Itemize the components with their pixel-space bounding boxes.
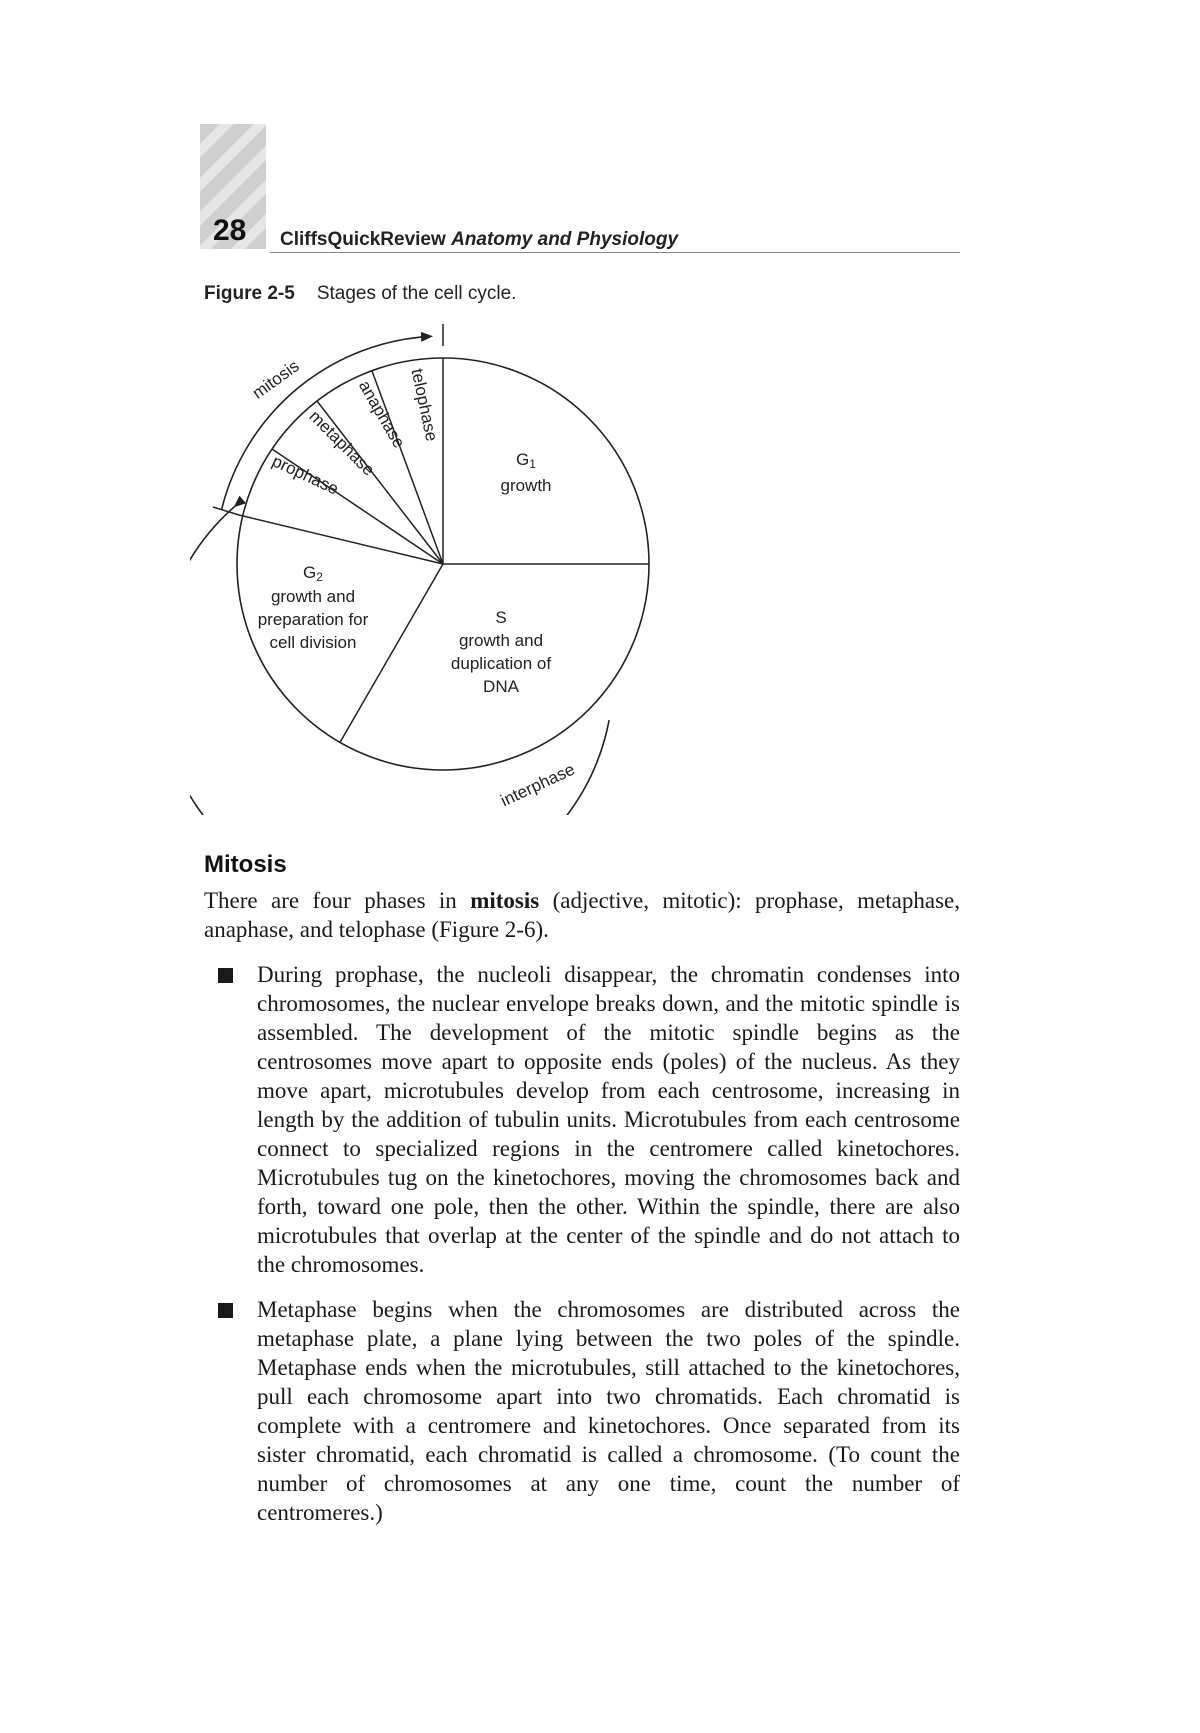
interphase-arc-label: interphase	[497, 759, 578, 811]
g2-description-line-1: growth and	[270, 587, 356, 606]
metaphase-label: metaphase	[305, 406, 379, 480]
s-description-line-1: growth and	[458, 631, 544, 650]
running-head	[280, 229, 678, 251]
cell-cycle-diagram	[190, 315, 670, 815]
book-title: Anatomy and Physiology	[451, 229, 679, 250]
s-description-line-3: DNA	[483, 677, 519, 696]
section-title: Mitosis	[204, 851, 287, 878]
page-number: 28	[213, 214, 247, 247]
figure-caption-text: Stages of the cell cycle.	[316, 283, 517, 304]
list-item-metaphase: Metaphase begins when the chromosomes are distributed across the metaphase plate, a plane lying between the two poles of the spindle. Metaphase ends when the microtubules, still attached to the kinetochores, pull each chromosome apart into two chromatids. Each chromatid is complete with a centromere and kinetochores. Once separated from its sister chromatid, each chromatid is called a chromosome. (To count the number of chromosomes at any one time, count the number of centromeres.)	[204, 1295, 960, 1527]
bullet-square-icon	[218, 1303, 233, 1318]
g2-description-line-2: preparation for	[257, 610, 369, 629]
anaphase-label: anaphase	[354, 377, 409, 452]
g2-label: G2	[303, 563, 323, 584]
mitosis-arc-label: mitosis	[248, 356, 303, 403]
header-rule	[270, 252, 960, 253]
prophase-label: prophase	[269, 451, 342, 499]
mitosis-phase-list	[204, 960, 960, 1543]
telophase-label: telophase	[407, 366, 442, 443]
figure-label: Figure 2-5	[204, 283, 295, 304]
series-name: CliffsQuickReview	[280, 229, 446, 250]
g2-description-line-3: cell division	[269, 633, 357, 652]
g1-label: G1	[516, 450, 536, 471]
s-description-line-2: duplication of	[450, 654, 552, 673]
s-g2-divider	[340, 564, 443, 742]
list-item-prophase: During prophase, the nucleoli disappear, the chromatin condenses into chromosomes, the nuclear envelope breaks down, and the mitotic spindle is assembled. The development of the mitotic spindle begins as the centrosomes move apart to opposite ends (poles) of the nucleus. As they move apart, microtubules develop from each centrosome, increasing in length by the addition of tubulin units. Microtubules from each centrosome connect to specialized regions in the centromere called kinetochores. Microtubules tug on the kinetochores, moving the chromosomes back and forth, toward one pole, then the other. Within the spindle, there are also microtubules that overlap at the center of the spindle and do not attach to the chromosomes.	[204, 960, 960, 1279]
g1-description: growth	[500, 476, 552, 495]
figure-caption	[204, 283, 516, 305]
g2-prophase-divider	[239, 515, 443, 564]
bullet-square-icon	[218, 968, 233, 983]
mitosis-term: mitosis	[470, 888, 540, 913]
s-label: S	[495, 608, 507, 627]
intro-paragraph: There are four phases in mitosis (adjective, mitotic): prophase, metaphase, anaphase, and telophase (Figure 2-6).	[204, 888, 960, 942]
